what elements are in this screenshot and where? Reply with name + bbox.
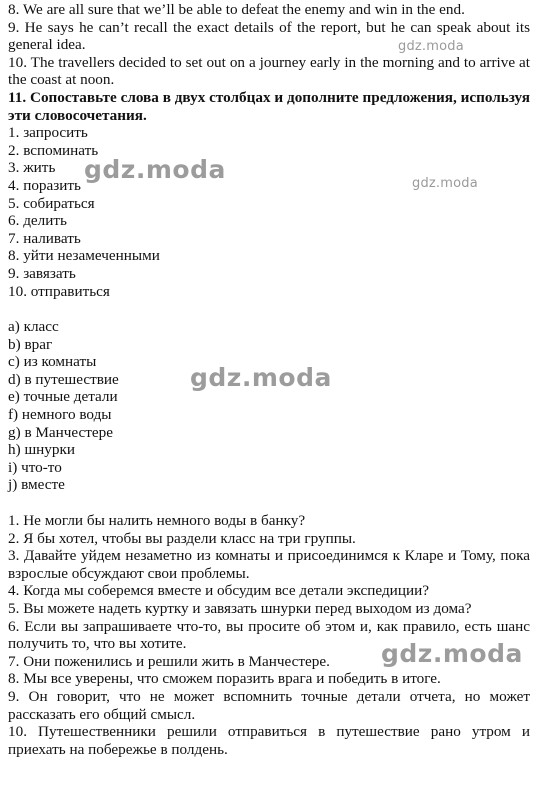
column1-item: 4. поразить bbox=[8, 176, 81, 194]
column2-item: a) класс bbox=[8, 318, 59, 336]
column2-item: e) точные детали bbox=[8, 388, 118, 406]
answer-sentences bbox=[8, 512, 530, 758]
column1-item: 3. жить bbox=[8, 159, 56, 177]
intro-line-9: 9. He says he can’t recall the exact details of the report, but he can speak about its general idea. bbox=[8, 18, 530, 54]
column1-item: 8. уйти незамеченными bbox=[8, 247, 160, 265]
column2-item: g) в Манчестере bbox=[8, 423, 114, 441]
task-heading: 11. Сопоставьте слова в двух столбцах и дополните предложения, используя эти словосочетания. bbox=[8, 88, 530, 124]
watermark-small: gdz.moda bbox=[412, 176, 478, 191]
column2-item: c) из комнаты bbox=[8, 353, 97, 371]
column2-item: f) немного воды bbox=[8, 406, 112, 424]
column2-list bbox=[8, 318, 530, 494]
column1-item: 6. делить bbox=[8, 212, 67, 230]
answer-sentence: 3. Давайте уйдем незаметно из комнаты и присоединимся к Кларе и Тому, пока взрослые обсуждают свои проблемы. bbox=[8, 547, 530, 582]
watermark-big: gdz.moda bbox=[84, 155, 226, 184]
column1-item: 9. завязать bbox=[8, 264, 76, 282]
answer-sentence: 7. Они поженились и решили жить в Манчестере. bbox=[8, 652, 330, 670]
answer-sentence: 1. Не могли бы налить немного воды в банку? bbox=[8, 512, 306, 530]
column1-item: 2. вспоминать bbox=[8, 141, 99, 159]
column2-item: b) враг bbox=[8, 335, 53, 353]
column1-item: 7. наливать bbox=[8, 229, 81, 247]
answer-sentence: 5. Вы можете надеть куртку и завязать шнурки перед выходом из дома? bbox=[8, 600, 472, 617]
watermark-big: gdz.moda bbox=[190, 363, 332, 392]
column1-item: 10. отправиться bbox=[8, 282, 110, 300]
intro-line-10: 10. The travellers decided to set out on a journey early in the morning and to arrive at the coast at noon. bbox=[8, 53, 530, 89]
answer-sentence: 8. Мы все уверены, что сможем поразить врага и победить в итоге. bbox=[8, 670, 441, 688]
watermark-big: gdz.moda bbox=[381, 639, 523, 668]
watermark-small: gdz.moda bbox=[398, 39, 464, 54]
spacer bbox=[8, 494, 530, 512]
column1-item: 1. запросить bbox=[8, 124, 88, 142]
answer-sentence: 6. Если вы запрашиваете что-то, вы просите об этом и, как правило, есть шанс получить то, что вы хотите. bbox=[8, 617, 530, 653]
spacer bbox=[8, 300, 530, 318]
column2-item: d) в путешествие bbox=[8, 370, 119, 388]
answer-sentence: 9. Он говорит, что не может вспомнить точные детали отчета, но может рассказать его общий смысл. bbox=[8, 687, 530, 723]
intro-line-8: 8. We are all sure that we’ll be able to defeat the enemy and win in the end. bbox=[8, 1, 465, 18]
column1-list bbox=[8, 124, 530, 300]
column1-item: 5. собираться bbox=[8, 194, 95, 212]
answer-sentence: 2. Я бы хотел, чтобы вы раздели класс на три группы. bbox=[8, 529, 356, 547]
column2-item: i) что-то bbox=[8, 458, 62, 476]
answer-sentence: 10. Путешественники решили отправиться в путешествие рано утром и приехать на побережье в полдень. bbox=[8, 723, 530, 758]
answer-sentence: 4. Когда мы соберемся вместе и обсудим все детали экспедиции? bbox=[8, 582, 429, 600]
column2-item: h) шнурки bbox=[8, 441, 75, 459]
column2-item: j) вместе bbox=[8, 476, 65, 494]
